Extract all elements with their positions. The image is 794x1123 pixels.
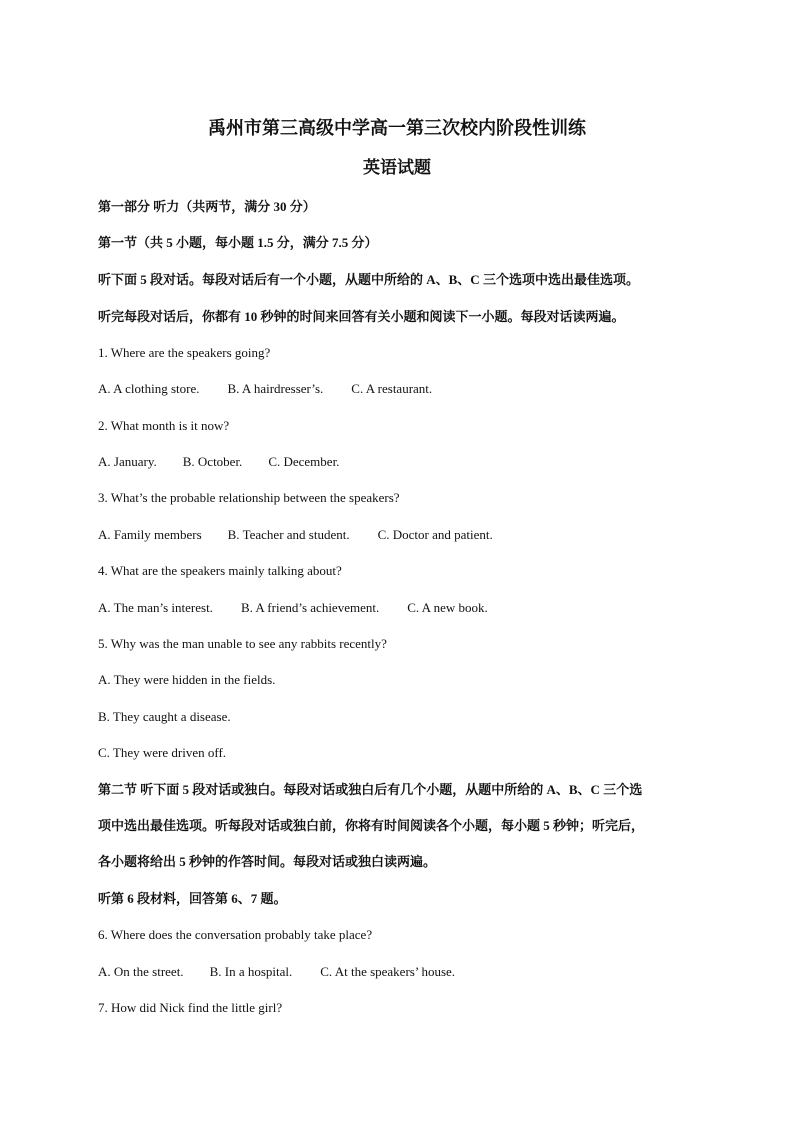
section1-heading: 第一节（共 5 小题，每小题 1.5 分，满分 7.5 分） — [98, 235, 378, 250]
question-5-stem: 5. Why was the man unable to see any rabbits recently? — [98, 636, 387, 651]
question-7-stem: 7. How did Nick find the little girl? — [98, 1000, 283, 1015]
question-1-stem: 1. Where are the speakers going? — [98, 345, 271, 360]
question-3-option-a: A. Family members — [98, 527, 202, 542]
question-1-option-b: B. A hairdresser’s. — [227, 381, 324, 396]
question-5-option-b: B. They caught a disease. — [98, 709, 231, 724]
question-1-options — [98, 380, 432, 398]
question-6-option-b: B. In a hospital. — [209, 964, 293, 979]
section1-instruction-1: 听下面 5 段对话。每段对话后有一个小题，从题中所给的 A、B、C 三个选项中选出最佳选项。 — [98, 272, 639, 287]
question-2-option-b: B. October. — [182, 454, 243, 469]
question-6-options — [98, 963, 455, 981]
question-2-stem: 2. What month is it now? — [98, 418, 230, 433]
question-3-options — [98, 526, 493, 544]
section2-instruction-3: 各小题将给出 5 秒钟的作答时间。每段对话或独白读两遍。 — [98, 854, 437, 869]
question-6-option-c: C. At the speakers’ house. — [320, 964, 456, 979]
question-2-options — [98, 453, 339, 471]
material-6-heading: 听第 6 段材料，回答第 6、7 题。 — [98, 891, 287, 906]
question-1-option-a: A. A clothing store. — [98, 381, 200, 396]
exam-subtitle: 英语试题 — [363, 158, 431, 177]
question-2-option-c: C. December. — [268, 454, 340, 469]
section2-instruction-1: 第二节 听下面 5 段对话或独白。每段对话或独白后有几个小题，从题中所给的 A、B、C 三个选 — [98, 782, 643, 797]
question-4-option-a: A. The man’s interest. — [98, 600, 213, 615]
question-3-option-c: C. Doctor and patient. — [377, 527, 493, 542]
question-6-stem: 6. Where does the conversation probably take place? — [98, 927, 373, 942]
question-3-option-b: B. Teacher and student. — [227, 527, 350, 542]
question-6-option-a: A. On the street. — [98, 964, 184, 979]
question-4-options — [98, 599, 488, 617]
section2-instruction-2: 项中选出最佳选项。听每段对话或独白前，你将有时间阅读各个小题，每小题 5 秒钟；听完后， — [98, 818, 645, 833]
question-3-stem: 3. What’s the probable relationship between the speakers? — [98, 490, 400, 505]
question-5-option-c: C. They were driven off. — [98, 745, 227, 760]
question-4-option-c: C. A new book. — [407, 600, 488, 615]
question-5-option-a: A. They were hidden in the fields. — [98, 672, 276, 687]
question-1-option-c: C. A restaurant. — [351, 381, 433, 396]
exam-title: 禹州市第三高级中学高一第三次校内阶段性训练 — [208, 118, 586, 138]
part1-heading: 第一部分 听力（共两节，满分 30 分） — [98, 199, 316, 214]
section1-instruction-2: 听完每段对话后，你都有 10 秒钟的时间来回答有关小题和阅读下一小题。每段对话读两遍。 — [98, 309, 625, 324]
question-4-option-b: B. A friend’s achievement. — [240, 600, 380, 615]
question-4-stem: 4. What are the speakers mainly talking about? — [98, 563, 342, 578]
question-2-option-a: A. January. — [98, 454, 157, 469]
